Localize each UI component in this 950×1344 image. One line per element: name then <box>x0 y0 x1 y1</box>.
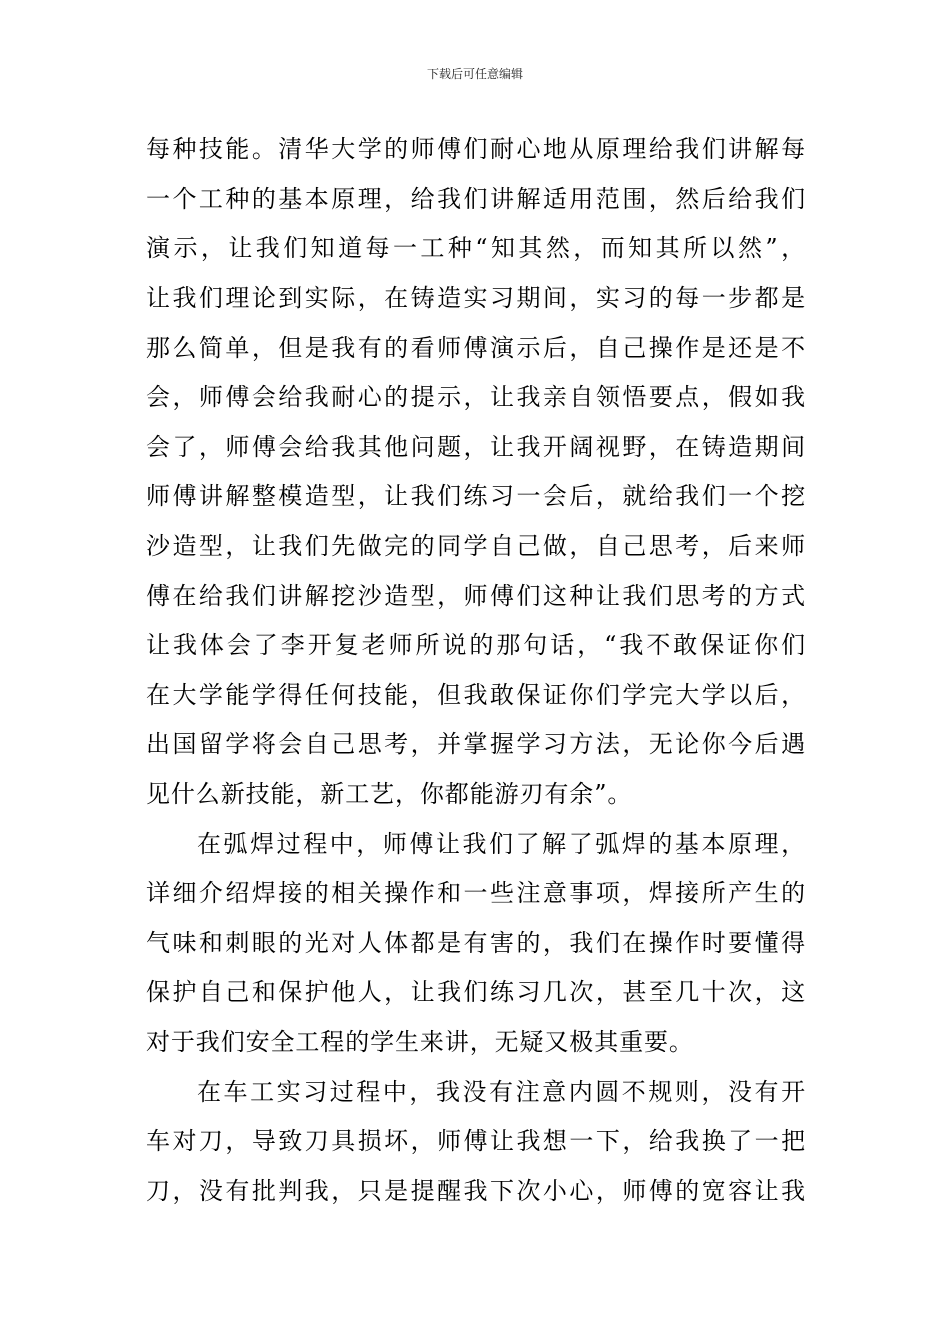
text-line: 详细介绍焊接的相关操作和一些注意事项，焊接所产生的 <box>146 879 806 907</box>
text-line: 车对刀，导致刀具损坏，师傅让我想一下，给我换了一把 <box>146 1127 806 1155</box>
text-line: 刀，没有批判我，只是提醒我下次小心，师傅的宽容让我 <box>146 1177 806 1205</box>
text-line: 沙造型，让我们先做完的同学自己做，自己思考，后来师 <box>146 532 806 560</box>
text-line: 见什么新技能，新工艺，你都能游刃有余”。 <box>146 780 633 808</box>
text-line: 那么简单，但是我有的看师傅演示后，自己操作是还是不 <box>146 334 806 362</box>
text-line: 会了，师傅会给我其他问题，让我开阔视野，在铸造期间 <box>146 433 806 461</box>
text-line: 每种技能。清华大学的师傅们耐心地从原理给我们讲解每 <box>146 135 806 163</box>
text-line: 师傅讲解整模造型，让我们练习一会后，就给我们一个挖 <box>146 482 806 510</box>
text-line: 对于我们安全工程的学生来讲，无疑又极其重要。 <box>146 1028 694 1056</box>
text-line: 在大学能学得任何技能，但我敢保证你们学完大学以后， <box>146 681 806 709</box>
text-line: 保护自己和保护他人，让我们练习几次，甚至几十次，这 <box>146 978 806 1006</box>
text-line: 一个工种的基本原理，给我们讲解适用范围，然后给我们 <box>146 185 806 213</box>
text-line: 让我们理论到实际，在铸造实习期间，实习的每一步都是 <box>146 284 806 312</box>
text-line: 傅在给我们讲解挖沙造型，师傅们这种让我们思考的方式 <box>146 582 806 610</box>
paragraph-first-line: 在弧焊过程中，师傅让我们了解了弧焊的基本原理， <box>197 830 806 858</box>
text-line: 出国留学将会自己思考，并掌握学习方法，无论你今后遇 <box>146 730 806 758</box>
text-line: 让我体会了李开复老师所说的那句话，“我不敢保证你们 <box>146 631 806 659</box>
text-line: 会，师傅会给我耐心的提示，让我亲自领悟要点，假如我 <box>146 383 806 411</box>
paragraph-first-line: 在车工实习过程中，我没有注意内圆不规则，没有开 <box>197 1078 806 1106</box>
page-header: 下载后可任意编辑 <box>426 67 523 81</box>
text-line: 演示，让我们知道每一工种“知其然，而知其所以然”， <box>146 234 806 262</box>
text-line: 气味和刺眼的光对人体都是有害的，我们在操作时要懂得 <box>146 929 806 957</box>
